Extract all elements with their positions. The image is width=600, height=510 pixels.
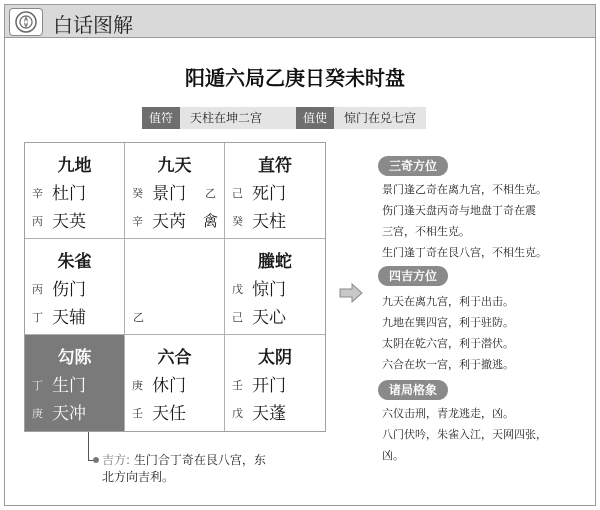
palace-cell — [225, 143, 325, 239]
callout-text: 生门合丁奇在艮八宫，东北方向吉利。 — [102, 453, 266, 484]
heaven-stem: 壬 — [232, 379, 243, 392]
door-label: 伤门 — [52, 280, 86, 300]
callout-label: 吉方: — [102, 453, 131, 467]
arrow-right-icon — [338, 282, 364, 308]
section-title-four-auspicious: 四吉方位 — [378, 266, 448, 286]
earth-stem: 壬 — [132, 407, 143, 420]
heaven-stem: 丁 — [32, 379, 43, 392]
earth-stem: 丁 — [32, 311, 43, 324]
text-line: 生门逢丁奇在艮八宫，不相生克。 — [382, 246, 547, 259]
heaven-stem: 癸 — [132, 187, 143, 200]
palace-cell — [25, 143, 125, 239]
palace-cell — [125, 143, 225, 239]
text-line: 八门伏吟，朱雀入江，天网四张， — [382, 428, 547, 441]
star-label: 天冲 — [52, 404, 86, 424]
text-line: 凶。 — [382, 449, 404, 462]
door-label: 休门 — [152, 376, 186, 396]
palace-cell — [225, 239, 325, 335]
section-body-three-wonders — [382, 179, 588, 263]
earth-stem: 辛 — [132, 215, 143, 228]
earth-stem: 戊 — [232, 407, 243, 420]
palace-cell — [225, 335, 325, 431]
door-label: 开门 — [252, 376, 286, 396]
heaven-stem: 丙 — [32, 283, 43, 296]
heaven-stem: 己 — [232, 187, 243, 200]
zhifu-tag: 值符 — [142, 107, 180, 129]
section-title-patterns: 诸局格象 — [378, 380, 448, 400]
section-body-patterns — [382, 403, 588, 466]
door-label: 景门 — [152, 184, 186, 204]
callout-leader-line — [88, 432, 89, 460]
god-label: 勾陈 — [57, 348, 92, 368]
star-label: 天英 — [52, 212, 86, 232]
extra-stem: 乙 — [205, 187, 216, 200]
earth-stem: 癸 — [232, 215, 243, 228]
door-label: 死门 — [252, 184, 286, 204]
heaven-stem: 戊 — [232, 283, 243, 296]
earth-stem: 己 — [232, 311, 243, 324]
section-title-three-wonders: 三奇方位 — [378, 156, 448, 176]
info-bar — [142, 107, 426, 129]
god-label: 螣蛇 — [258, 252, 292, 272]
palace-cell — [25, 239, 125, 335]
earth-stem: 庚 — [32, 407, 43, 420]
god-label: 太阴 — [258, 348, 292, 368]
zhishi-value: 惊门在兑七宫 — [334, 107, 426, 129]
text-line: 伤门逢天盘丙奇与地盘丁奇在震 — [382, 204, 536, 217]
header-bar — [5, 5, 595, 38]
god-label: 直符 — [258, 156, 292, 176]
section-body-four-auspicious — [382, 291, 588, 375]
auspicious-direction-note — [102, 452, 277, 486]
star-label: 天芮 — [152, 212, 186, 232]
text-line: 六仪击刑，青龙逃走，凶。 — [382, 407, 514, 420]
center-stem: 乙 — [133, 311, 144, 324]
palace-cell-highlighted — [25, 335, 125, 431]
text-line: 九地在巽四宫，利于驻防。 — [382, 316, 514, 329]
text-line: 景门逢乙奇在离九宫，不相生克。 — [382, 183, 547, 196]
center-palace — [125, 239, 225, 335]
door-label: 生门 — [52, 376, 86, 396]
star-label: 天柱 — [252, 212, 286, 232]
star-label: 天蓬 — [252, 404, 286, 424]
heaven-stem: 庚 — [132, 379, 143, 392]
zhishi-tag: 值使 — [296, 107, 334, 129]
text-line: 九天在离九宫，利于出击。 — [382, 295, 514, 308]
door-label: 惊门 — [252, 280, 286, 300]
palace-cell — [125, 335, 225, 431]
palace-grid — [24, 142, 326, 432]
text-line: 三宫，不相生克。 — [382, 225, 470, 238]
text-line: 六合在坎一宫，利于撤逃。 — [382, 358, 514, 371]
logo-icon — [9, 8, 43, 36]
extra-star: 禽 — [203, 212, 219, 230]
heaven-stem: 辛 — [32, 187, 43, 200]
zhifu-value: 天柱在坤二宫 — [180, 107, 296, 129]
god-label: 九天 — [157, 156, 192, 176]
page-title: 阳遁六局乙庚日癸未时盘 — [185, 66, 405, 90]
god-label: 朱雀 — [57, 252, 92, 272]
earth-stem: 丙 — [32, 215, 43, 228]
header-title: 白话图解 — [53, 13, 133, 37]
door-label: 杜门 — [52, 184, 86, 204]
star-label: 天任 — [152, 404, 186, 424]
star-label: 天心 — [252, 308, 286, 328]
star-label: 天辅 — [52, 308, 86, 328]
text-line: 太阴在乾六宫，利于潜伏。 — [382, 337, 514, 350]
god-label: 六合 — [157, 348, 192, 368]
god-label: 九地 — [57, 156, 92, 176]
callout-dot-icon — [93, 457, 99, 463]
